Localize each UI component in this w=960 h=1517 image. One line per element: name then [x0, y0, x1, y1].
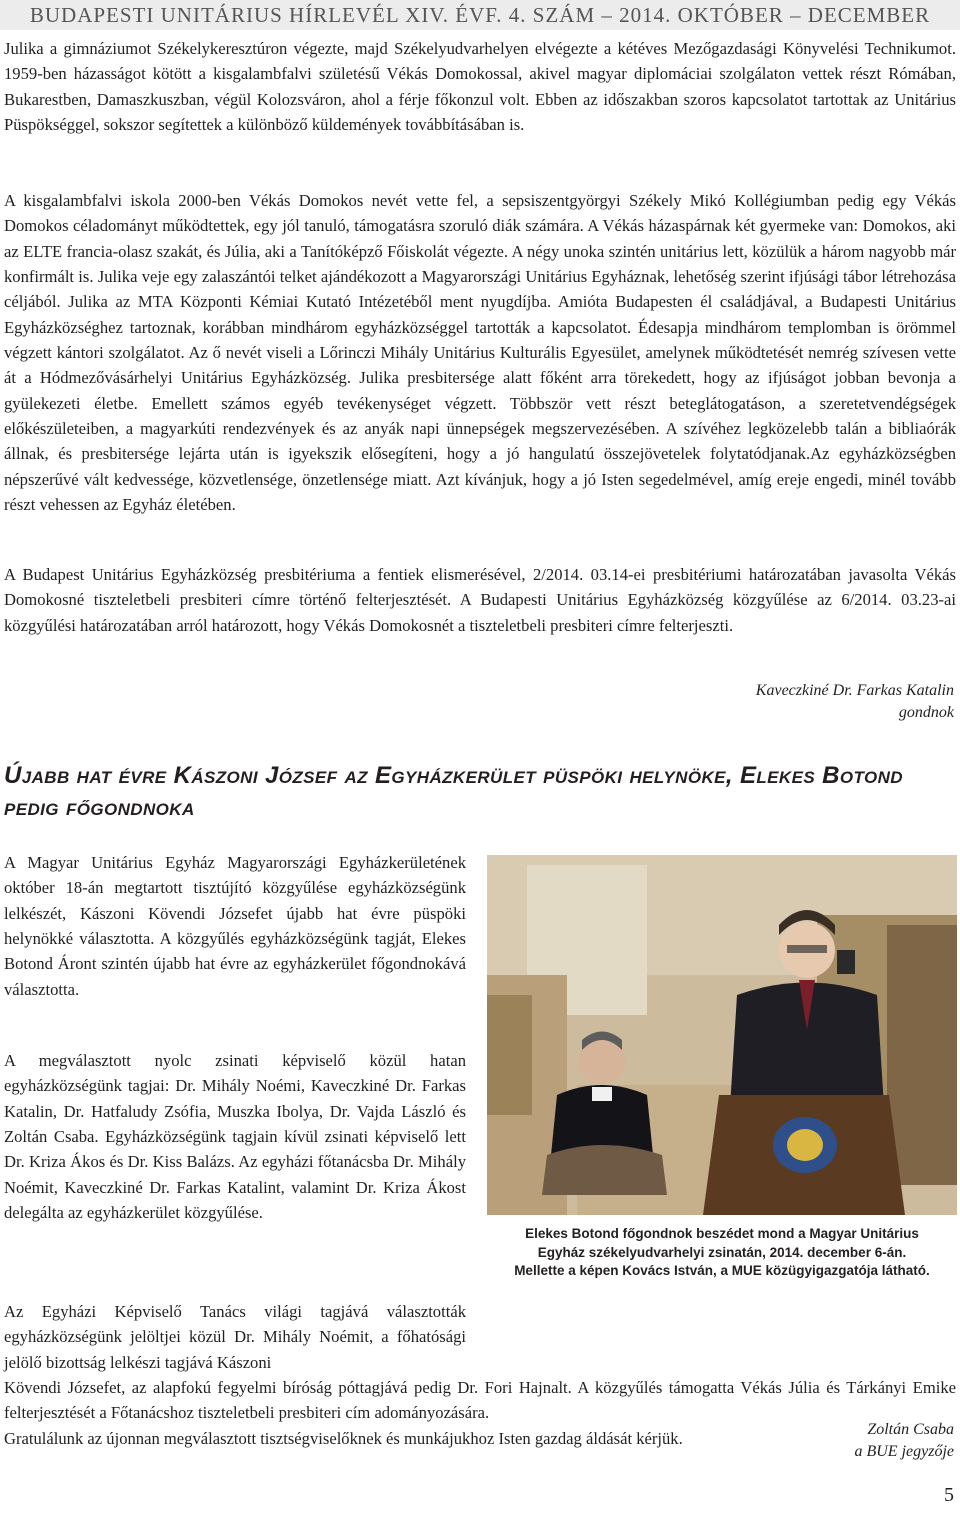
newsletter-header [0, 0, 960, 30]
signature-role: gondnok [898, 704, 954, 721]
article1-paragraph-3: A Budapest Unitárius Egyházközség presbitériuma a fentiek elismerésével, 2/2014. 03.14-ei presbitériumi határozatában javasolta Vékás Domokosné tiszteletbeli presbiteri címre történő felterjesztését. A Budapesti Unitárius Egyházközség közgyűlése az 6/2014. 03.23-ai közgyűlési határozatában arról határozott, hogy Vékás Domokosnét a tiszteletbeli presbiteri címre felterjeszti. [4, 565, 956, 635]
article2-paragraph-1: A Magyar Unitárius Egyház Magyarországi Egyházkerületének október 18-án megtartott tisztújító közgyűlése egyházközségünk lelkészét, Kászoni Kövendi Józsefet újabb hat évre püspöki helynökké választotta. A közgyűlés egyházközségünk tagját, Elekes Botond Áront szintén újabb hat évre az egyházkerület főgondnokává választotta. [4, 853, 466, 999]
page-number: 5 [944, 1484, 954, 1506]
article1-signature [756, 680, 954, 724]
article-photo [487, 855, 957, 1215]
article2-signature [854, 1419, 954, 1463]
header-title: BUDAPESTI UNITÁRIUS HÍRLEVÉL XIV. ÉVF. 4. SZÁM – 2014. OKTÓBER – DECEMBER [29, 3, 931, 27]
caption-line-1: Elekes Botond főgondnok beszédet mond a Magyar Unitárius [525, 1226, 919, 1241]
caption-line-2: Egyház székelyudvarhelyi zsinatán, 2014. december 6-án. [537, 1244, 907, 1260]
article2-paragraph-3-end: Kövendi Józsefet, az alapfokú fegyelmi bíróság póttagjává pedig Dr. Fori Hajnalt. A közgyűlés támogatta Vékás Júlia és Tárkányi Emike felterjesztését a Főtanácshoz tiszteletbeli presbiteri cím adományozására. [4, 1378, 956, 1423]
caption-line-3: Mellette a képen Kovács István, a MUE közügyigazgatója látható. [514, 1263, 930, 1278]
article1-paragraph-1: Julika a gimnáziumot Székelykeresztúron végezte, majd Székelyudvarhelyen elvégezte a kétéves Mezőgazdasági Könyvelési Technikumot. 1959-ben házasságot kötött a kisgalambfalvi születésű Vékás Domokossal, akivel magyar diplomáciai szolgálaton vettek részt Rómában, Bukarestben, Damaszkuszban, végül Kolozsváron, ahol a férje főkonzul volt. Ebben az időszakban szoros kapcsolatot tartottak az Unitárius Püspökséggel, sokszor segítettek a különböző küldemények továbbításában is. [4, 39, 956, 135]
article2-bottom-text [4, 1299, 956, 1451]
article2-title: Újabb hat évre Kászoni József az Egyházkerület püspöki helynöke, Elekes Botond pedig főgondnoka [4, 762, 903, 821]
signature-name: Kaveczkiné Dr. Farkas Katalin [755, 682, 954, 699]
article2-paragraph-4: Gratulálunk az újonnan megválasztott tisztségviselőknek és munkájukhoz Isten gazdag áldását kérjük. [4, 1428, 683, 1448]
photo-caption [487, 1225, 957, 1281]
signature-name: Zoltán Csaba [867, 1421, 954, 1438]
article2-paragraph-2: A megválasztott nyolc zsinati képviselő közül hatan egyházközségünk tagjai: Dr. Mihály Noémi, Kaveczkiné Dr. Farkas Katalin, Dr. Hatfaludy Zsófia, Muszka Ibolya, Dr. Vajda László és Zoltán Csaba. Egyházközségünk tagjain kívül zsinati képviselő lett Dr. Kriza Ákos és Dr. Kiss Balázs. Az egyházi főtanácsba Dr. Mihály Noémit, Kaveczkiné Dr. Farkas Katalint, valamint Dr. Kriza Ákost delegálta az egyházkerület közgyűlése. [4, 1051, 466, 1223]
article1-paragraph-2: A kisgalambfalvi iskola 2000-ben Vékás Domokos nevét vette fel, a sepsiszentgyörgyi Székely Mikó Kollégiumban pedig egy Vékás Domokos céladományt működtettek, egy jól tanuló, támogatásra szoruló diák számára. A Vékás házaspárnak két gyermeke van: Domokos, aki az ELTE francia-olasz szakát, és Júlia, aki a Tanítóképző Főiskolát végezte. A négy unoka szintén unitárius lett, közülük a három nagyobb már konfirmált is. Julika veje egy zalaszántói telket ajándékozott a Magyarországi Unitárius Egyháznak, lehetőség szerint ifjúsági tábor létrehozása céljából. Julika az MTA Központi Kémiai Kutató Intézetéből ment nyugdíjba. Amióta Budapesten él családjával, a Budapesti Unitárius Egyházközséghez tartoznak, korábban mindhárom egyházközséggel tartották a kapcsolatot. Édesapja mindhárom templomban is örömmel végzett kántori szolgálatot. Az ő nevét viseli a Lőrinczi Mihály Unitárius Kulturális Egyesület, amelynek működtetését nemrég szívesen vette át a Hódmezővásárhelyi Unitárius Egyházközség. Julika presbitersége alatt főként arra törekedett, hogy az ifjúságot jobban bevonja a gyülekezeti életbe. Emellett számos egyéb tevékenységet végzett. Többször vett részt beteglátogatáson, a szeretetvendégségek előkészületeiben, a magyarkúti rendezvények és az anyák napi ünnepségek megszervezésében. A szívéhez legközelebb talán a bibliaórák állnak, és presbitersége lejárta után is igyekszik elősegíteni, hogy a jó hangulatú összejövetelek folytatódjanak.Az egyházközségben népszerűvé vált kedvessége, közvetlensége, önzetlensége miatt. Azt kívánjuk, hogy a jó Isten segedelmével, amíg ereje engedi, minél tovább részt vehessen az Egyház életében. [4, 191, 956, 515]
article2-paragraph-3-start: Az Egyházi Képviselő Tanács világi tagjává választották egyházközségünk jelöltjei közül Dr. Mihály Noémit, a főhatósági jelölő bizottság lelkészi tagjává Kászoni [4, 1302, 466, 1372]
photo-illustration [487, 855, 957, 1215]
signature-role: a BUE jegyzője [854, 1443, 954, 1460]
